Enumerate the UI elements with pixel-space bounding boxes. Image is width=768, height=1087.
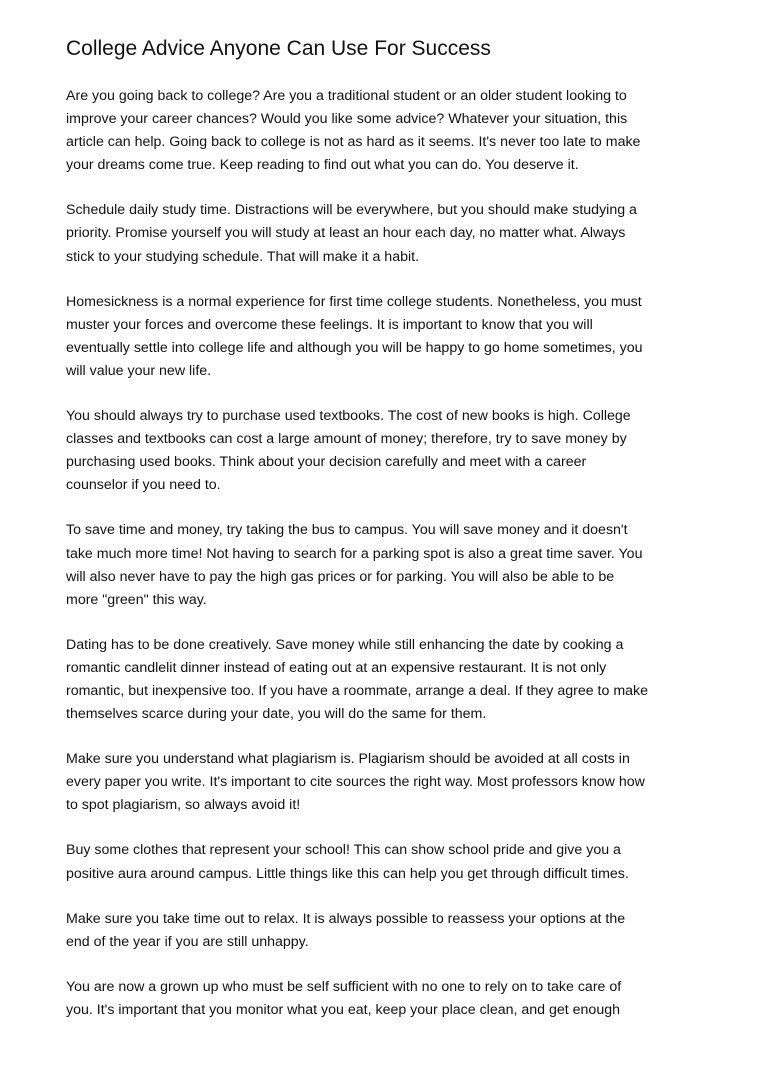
paragraph-relax: Make sure you take time out to relax. It is always possible to reassess your options at the end of the year if you are still unhappy. xyxy=(66,910,626,950)
paragraph-intro: Are you going back to college? Are you a traditional student or an older student looking to improve your career chances? Would you like some advice? Whatever your situation, this article can help. Going back to college is not as hard as it seems. It's never too late to make your dreams come true. Keep reading to find out what you can do. You deserve it. xyxy=(66,88,641,174)
paragraph-bus: To save time and money, try taking the bus to campus. You will save money and it doesn't take much more time! Not having to search for a parking spot is also a great time saver. You will also never have to pay the high gas prices or for parking. You will also be able to be more "green" this way. xyxy=(66,522,643,608)
paragraph-textbooks: You should always try to purchase used textbooks. The cost of new books is high. College classes and textbooks can cost a large amount of money; therefore, try to save money by purchasing used books. Think about your decision carefully and meet with a career counselor if you need to. xyxy=(66,408,631,494)
paragraph-plagiarism: Make sure you understand what plagiarism is. Plagiarism should be avoided at all costs in every paper you write. It's important to cite sources the right way. Most professors know how to spot plagiarism, so always avoid it! xyxy=(66,751,645,814)
paragraph-study-time: Schedule daily study time. Distractions will be everywhere, but you should make studying a priority. Promise yourself you will study at least an hour each day, no matter what. Always stick to your studying schedule. That will make it a habit. xyxy=(66,202,637,265)
paragraph-homesickness: Homesickness is a normal experience for first time college students. Nonetheless, you must muster your forces and overcome these feelings. It is important to know that you will eventually settle into college life and although you will be happy to go home sometimes, you will value your new life. xyxy=(66,293,643,379)
page-title: College Advice Anyone Can Use For Success xyxy=(66,37,491,60)
paragraph-dating: Dating has to be done creatively. Save money while still enhancing the date by cooking a romantic candlelit dinner instead of eating out at an expensive restaurant. It is not only romantic, but inexpensive too. If you have a roommate, arrange a deal. If they agree to make themselves scarce during your date, you will do the same for them. xyxy=(66,636,649,723)
paragraph-school-clothes: Buy some clothes that represent your school! This can show school pride and give you a positive aura around campus. Little things like this can help you get through difficult times. xyxy=(66,842,629,882)
paragraph-self-sufficient: You are now a grown up who must be self sufficient with no one to rely on to take care of you. It's important that you monitor what you eat, keep your place clean, and get enough xyxy=(66,978,622,1018)
article-body xyxy=(66,85,706,1044)
